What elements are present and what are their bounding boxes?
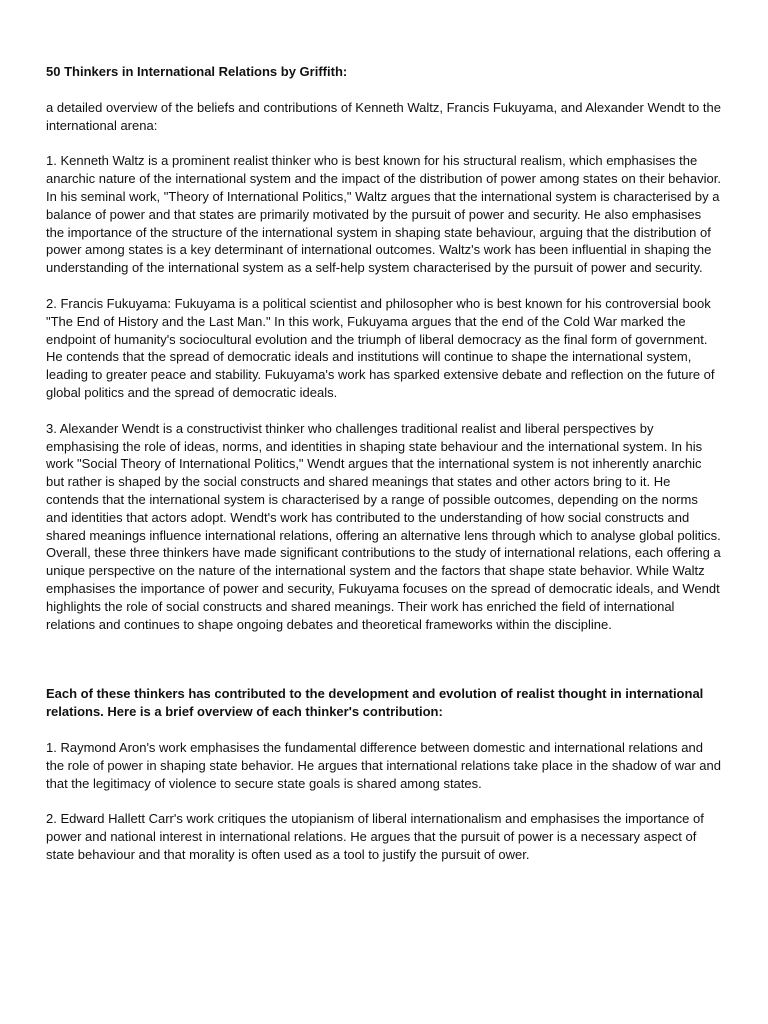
carr-paragraph: 2. Edward Hallett Carr's work critiques the utopianism of liberal internationalism and emphasises the importance of power and national interest in international relations. He argues that the pursuit of power is a necessary aspect of state behaviour and that morality is often used as a tool to justify the pursuit of ower. (46, 811, 704, 862)
document-title: 50 Thinkers in International Relations by Griffith: (46, 64, 348, 79)
intro-paragraph: a detailed overview of the beliefs and contributions of Kenneth Waltz, Francis Fukuyama, and Alexander Wendt to the international arena: (46, 99, 721, 133)
waltz-paragraph: 1. Kenneth Waltz is a prominent realist thinker who is best known for his structural realism, which emphasises the anarchic nature of the international system and the impact of the distribution of power among states on their behavior. In his seminal work, "Theory of International Politics," Waltz argues that the international system is characterised by a balance of power and that states are primarily motivated by the pursuit of power and security. He also emphasises the importance of the structure of the international system in shaping state behaviour, arguing that the distribution of power among states is a key determinant of international outcomes. Waltz's work has been influential in shaping the understanding of the international system as a self-help system characterised by the pursuit of power and security. (46, 153, 721, 276)
aron-paragraph: 1. Raymond Aron's work emphasises the fundamental difference between domestic and international relations and the role of power in shaping state behavior. He argues that international relations take place in the shadow of war and that the legitimacy of violence to secure state goals is shared among states. (46, 739, 721, 791)
wendt-paragraph: 3. Alexander Wendt is a constructivist thinker who challenges traditional realist and liberal perspectives by emphasising the role of ideas, norms, and identities in shaping state behaviour and the international system. In his work "Social Theory of International Politics," Wendt argues that the international system is not inherently anarchic but rather is shaped by the social constructs and shared meanings that states and other actors bring to it. He contends that the international system is characterised by a range of possible outcomes, depending on the norms and identities that actors adopt. Wendt's work has contributed to the understanding of how social constructs and shared meanings influence international relations, offering an alternative lens through which to analyse global politics. Overall, these three thinkers have made significant contributions to the study of international relations, each offering a unique perspective on the nature of the international system and the factors that shape state behavior. While Waltz emphasises the importance of power and security, Fukuyama focuses on the spread of democratic ideals, and Wendt highlights the role of social constructs and shared meanings. Their work has enriched the field of international relations and continues to shape ongoing debates and theoretical frameworks within the discipline. (46, 420, 721, 632)
section2-heading: Each of these thinkers has contributed to the development and evolution of realist thought in international relations. Here is a brief overview of each thinker's contribution: (46, 686, 704, 720)
fukuyama-paragraph: 2. Francis Fukuyama: Fukuyama is a political scientist and philosopher who is best known for his controversial book "The End of History and the Last Man." In this work, Fukuyama argues that the end of the Cold War marked the endpoint of humanity's sociocultural evolution and the triumph of liberal democracy as the final form of government. He contends that the spread of democratic ideals and institutions will continue to shape the international system, leading to greater peace and stability. Fukuyama's work has sparked extensive debate and reflection on the future of global politics and the spread of democratic ideals. (46, 295, 715, 400)
